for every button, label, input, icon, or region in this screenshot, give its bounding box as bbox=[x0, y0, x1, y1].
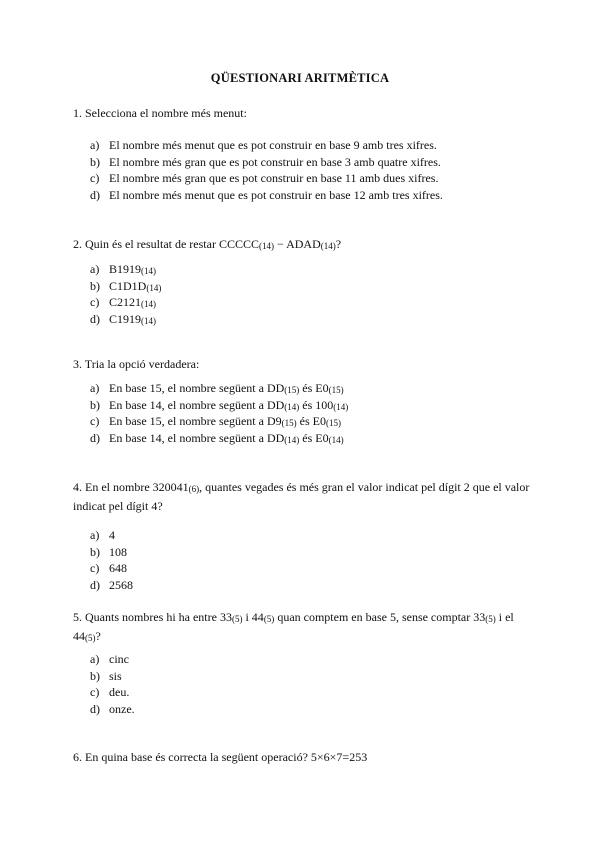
list-item: d) En base 14, el nombre següent a $DD_{(14)}$ és $E0_{(14)}$ bbox=[90, 430, 344, 445]
question-3: 3. Tria la opció verdadera: bbox=[73, 357, 200, 371]
list-item: b) sis bbox=[90, 668, 122, 683]
question-4: 4. En el nombre $320041_{(6)}$, quantes vegades és més gran el valor indicat pel dígit 2 que el valor indicat pel dígit 4? bbox=[73, 480, 530, 513]
question-2-options bbox=[90, 261, 161, 327]
list-item: b) En base 14, el nombre següent a $DD_{(14)}$ és $100_{(14)}$ bbox=[90, 397, 349, 412]
list-item: c) 648 bbox=[90, 561, 127, 575]
question-6: 6. En quina base és correcta la següent operació? 5×6×7=253 bbox=[73, 750, 368, 764]
question-5: 5. Quants nombres hi ha entre $33_{(5)}$ i $44_{(5)}$ quan comptem en base 5, sense comptar $33_{(5)}$ i el $44_{(5)}$? bbox=[73, 610, 514, 643]
list-item: d) onze. bbox=[90, 701, 135, 716]
question-1-options bbox=[90, 137, 443, 203]
list-item: a) En base 15, el nombre següent a $DD_{(15)}$ és $E0_{(15)}$ bbox=[90, 381, 344, 395]
question-1: 1. Selecciona el nombre més menut: bbox=[73, 106, 247, 120]
list-item: b) 108 bbox=[90, 544, 127, 559]
list-item: a) 4 bbox=[90, 528, 115, 542]
list-item: d) 2568 bbox=[90, 577, 133, 592]
question-3-options bbox=[90, 380, 348, 446]
list-item: c) En base 15, el nombre següent a $D9_{(15)}$ és $E0_{(15)}$ bbox=[90, 414, 341, 428]
list-item: a) El nombre més menut que es pot construir en base 9 amb tres xifres. bbox=[90, 138, 437, 152]
question-2: 2. Quin és el resultat de restar $CCCCC_{(14)}$ − $ADAD_{(14)}$? bbox=[73, 237, 342, 251]
list-item: c) deu. bbox=[90, 685, 130, 699]
list-item: a) $B1919_{(14)}$ bbox=[90, 262, 157, 276]
list-item: c) $C2121_{(14)}$ bbox=[90, 295, 157, 309]
list-item: d) $C1919_{(14)}$ bbox=[90, 311, 157, 326]
list-item: a) cinc bbox=[90, 652, 129, 666]
list-item: c) El nombre més gran que es pot construir en base 11 amb dues xifres. bbox=[90, 171, 439, 185]
list-item: b) El nombre més gran que es pot construir en base 3 amb quatre xifres. bbox=[90, 154, 441, 169]
list-item: b) $C1D1D_{(14)}$ bbox=[90, 278, 162, 293]
list-item: d) El nombre més menut que es pot construir en base 12 amb tres xifres. bbox=[90, 187, 443, 202]
page-title: QÜESTIONARI ARITMÈTICA bbox=[210, 71, 390, 85]
question-5-options bbox=[90, 651, 135, 717]
question-4-options bbox=[90, 527, 133, 593]
